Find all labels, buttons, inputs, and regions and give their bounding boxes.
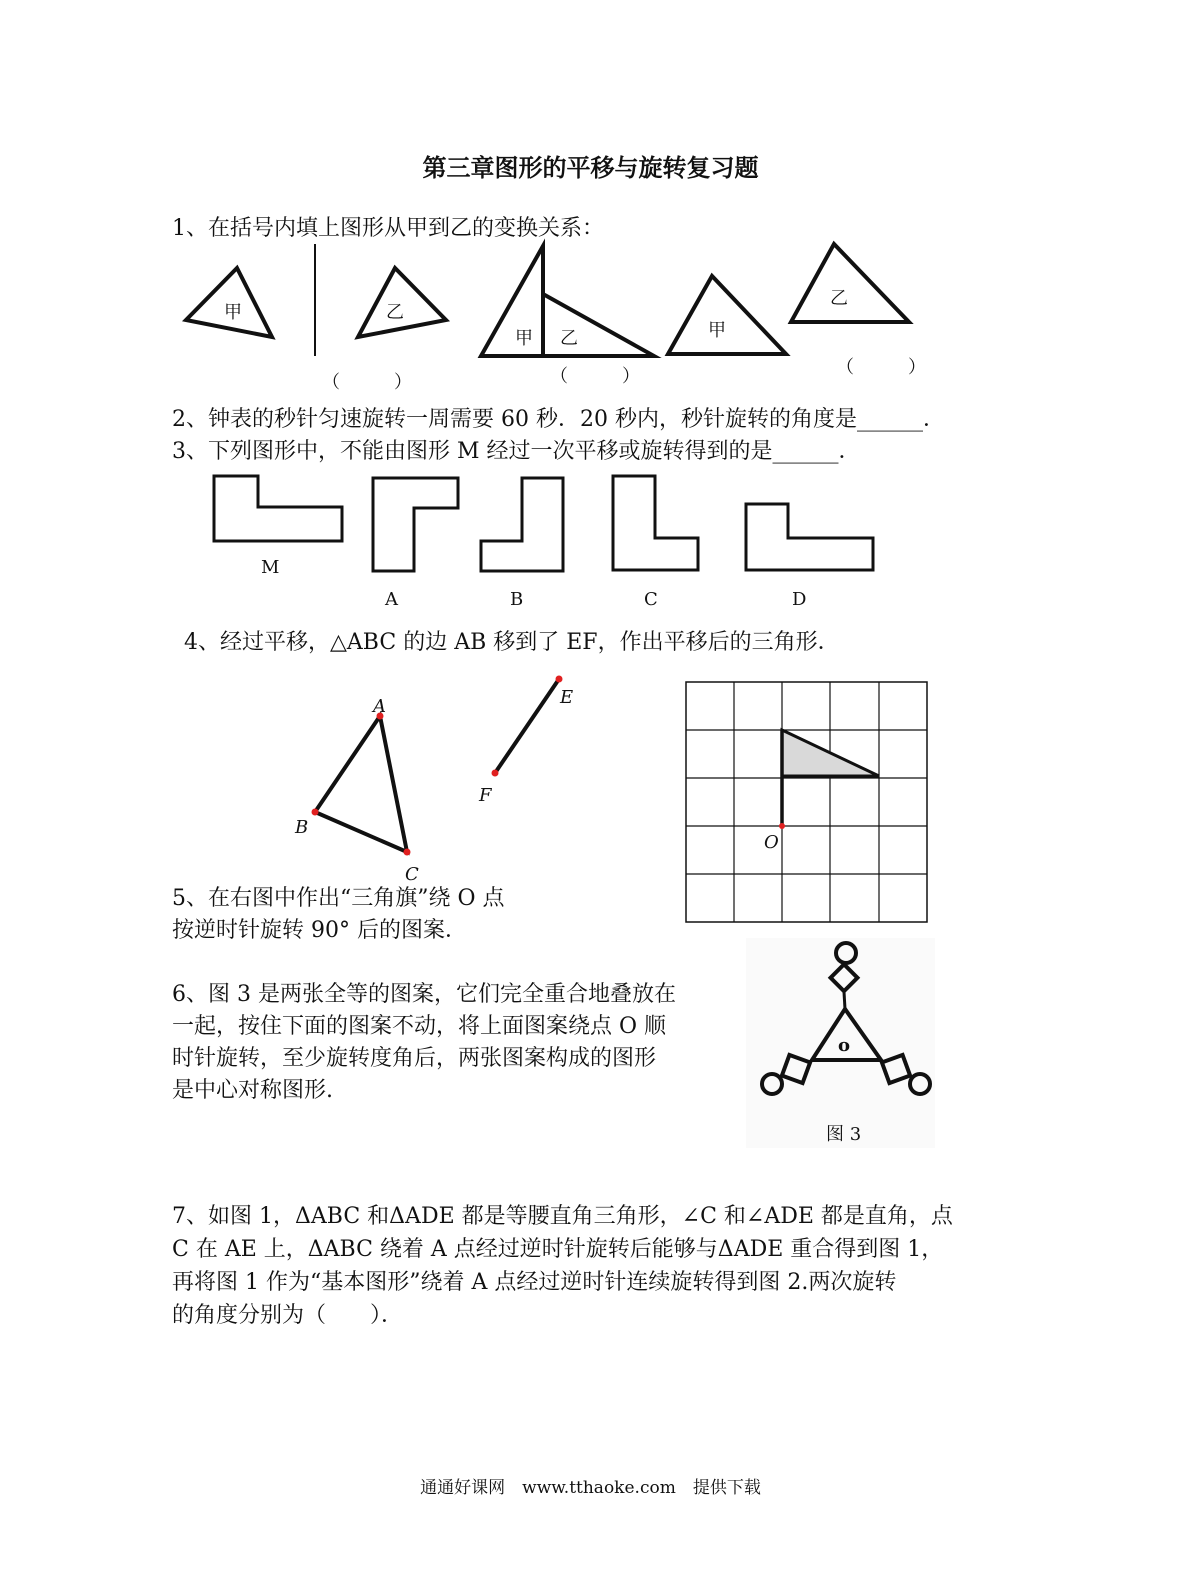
- q5-line-2: 按逆时针旋转 90° 后的图案．: [172, 918, 467, 943]
- q4-point-c: [404, 849, 411, 856]
- q3-shape-a: [373, 478, 458, 571]
- q6-line-2: 一起，按住下面的图案不动，将上面图案绕点 O 顺: [172, 1014, 667, 1039]
- q1-yi-label-2: 乙: [560, 328, 578, 349]
- q1-yi-triangle-3: [791, 244, 909, 322]
- q3-shape-m: [214, 476, 342, 541]
- q1-jia-label-3: 甲: [708, 320, 726, 341]
- q1-jia-label-1: 甲: [224, 302, 242, 323]
- page-title: 第三章图形的平移与旋转复习题: [422, 154, 759, 182]
- q3-shape-b: [481, 478, 563, 571]
- page-footer: 通通好课网 www.tthaoke.com 提供下载: [420, 1478, 761, 1498]
- q4-label-e: E: [560, 687, 574, 708]
- q3-label-d: D: [792, 589, 807, 610]
- q1-text: 1、在括号内填上图形从甲到乙的变换关系：: [172, 216, 604, 241]
- q6-line-4: 是中心对称图形.: [172, 1078, 333, 1103]
- q4-triangle-abc: [315, 716, 407, 852]
- q1-jia-triangle-3: [668, 276, 786, 354]
- q7-line-1: 7、如图 1，ΔABC 和ΔADE 都是等腰直角三角形，∠C 和∠ADE 都是直角，点: [172, 1204, 953, 1229]
- q4-point-f: [492, 770, 499, 777]
- q4-label-b: B: [295, 817, 309, 838]
- q6-line-3: 时针旋转，至少旋转度角后，两张图案构成的图形: [172, 1046, 657, 1071]
- q4-label-f: F: [479, 785, 492, 806]
- q4-label-a: A: [373, 696, 386, 717]
- q3-text: 3、下列图形中，不能由图形 M 经过一次平移或旋转得到的是______．: [172, 439, 861, 464]
- q3-label-c: C: [644, 589, 658, 610]
- q7-line-2: C 在 AE 上，ΔABC 绕着 A 点经过逆时针旋转后能够与ΔADE 重合得到图 1，: [172, 1237, 944, 1262]
- q7-line-3: 再将图 1 作为“基本图形”绕着 A 点经过逆时针连续旋转得到图 2.两次旋转: [172, 1270, 897, 1295]
- q3-label-m: M: [261, 557, 280, 578]
- q1-jia-triangle-2: [481, 246, 543, 356]
- q2-text: 2、钟表的秒针匀速旋转一周需要 60 秒．20 秒内，秒针旋转的角度是______．: [172, 407, 945, 432]
- q1-yi-label-3: 乙: [830, 288, 848, 309]
- q3-label-b: B: [510, 589, 524, 610]
- q4-segment-ef: [495, 679, 559, 773]
- q6-line-1: 6、图 3 是两张全等的图案，它们完全重合地叠放在: [172, 982, 676, 1007]
- q3-shape-d: [746, 504, 873, 570]
- q4-point-e: [556, 676, 563, 683]
- q1-jia-label-2: 甲: [515, 328, 533, 349]
- q1-answer-paren-1: （ ）: [322, 372, 412, 393]
- q4-label-c: C: [405, 864, 419, 885]
- q4-point-b: [312, 809, 319, 816]
- q1-answer-paren-3: （ ）: [836, 357, 926, 378]
- q4-text: 4、经过平移，△ABC 的边 AB 移到了 EF，作出平移后的三角形．: [184, 630, 840, 655]
- q7-line-4: 的角度分别为（ ）．: [172, 1303, 404, 1328]
- q6-center-label: o: [838, 1035, 851, 1056]
- q6-fig-caption: 图 3: [826, 1124, 862, 1145]
- q1-yi-label-1: 乙: [386, 302, 404, 323]
- q5-point-o: [779, 823, 785, 829]
- q3-shape-c: [613, 476, 698, 570]
- q5-grid: [686, 682, 927, 922]
- q3-label-a: A: [385, 589, 398, 610]
- q5-line-1: 5、在右图中作出“三角旗”绕 O 点: [172, 886, 505, 911]
- q1-answer-paren-2: （ ）: [550, 366, 640, 387]
- q5-label-o: O: [764, 832, 779, 853]
